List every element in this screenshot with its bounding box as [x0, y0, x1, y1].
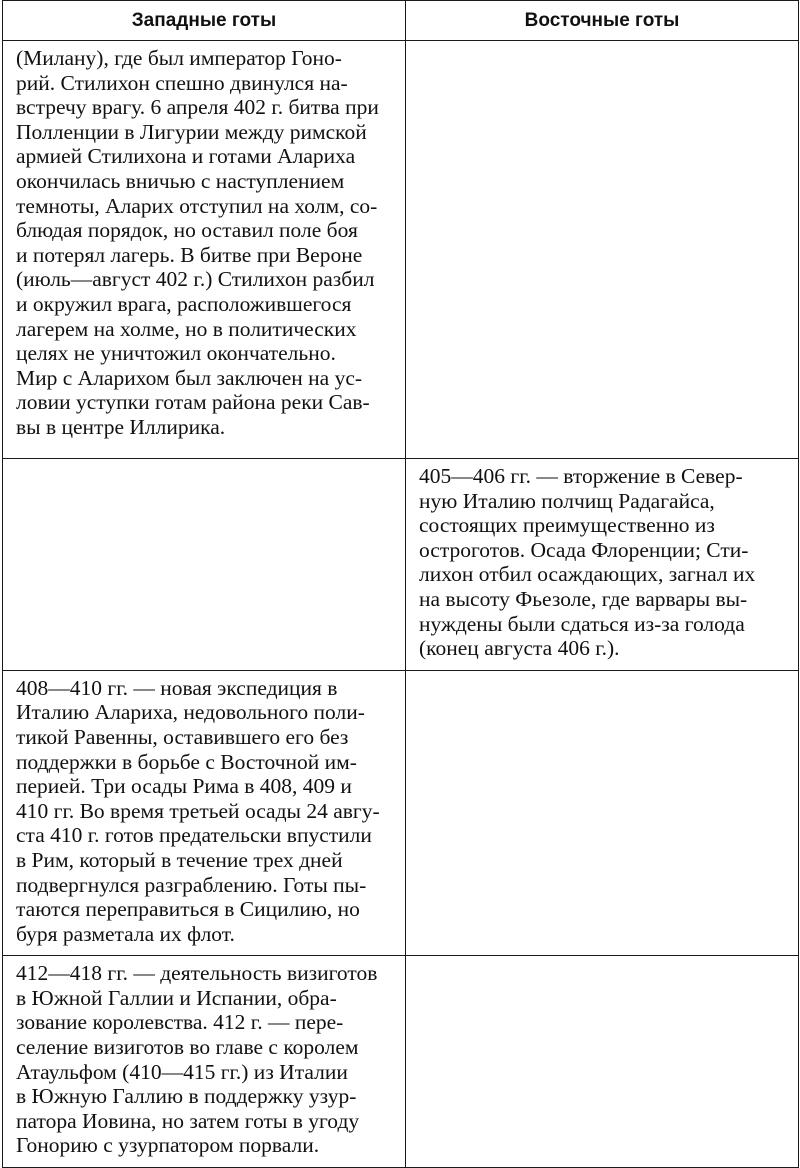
header-eastern-goths: Восточные готы: [406, 1, 799, 41]
text-line: лихон отбил осаждающих, загнал их: [419, 562, 756, 587]
text-line: поддержки в борьбе с Восточной им-: [16, 749, 357, 774]
text-line: ста 410 г. готов предательски впустили: [16, 823, 372, 848]
table-row: [3, 956, 799, 1168]
cell-west-sack-of-rome: [3, 670, 406, 956]
text-line: Полленции в Лигурии между римской: [16, 119, 367, 144]
text-line: подвергнулся разграблению. Готы пы-: [16, 872, 367, 897]
text-line: рий. Стилихон спешно двинулся на-: [16, 70, 348, 95]
cell-east-radagaisus: [406, 459, 799, 671]
text-line: на высоту Фьезоле, где варвары вы-: [419, 586, 748, 611]
text-line: тикой Равенны, оставившего его без: [16, 724, 349, 749]
text-line: (конец августа 406 г.).: [419, 636, 620, 661]
text-line: темноты, Аларих отступил на холм, со-: [16, 193, 378, 218]
text-line: буря разметала их флот.: [16, 921, 235, 946]
text-line: 408—410 гг. — новая экспедиция в: [16, 675, 338, 700]
text-line: окончилась вничью с наступлением: [16, 168, 345, 193]
text-line: вы в центре Иллирика.: [16, 414, 226, 439]
text-line: в Южную Галлию в поддержку узур-: [16, 1084, 357, 1109]
text-line: состоящих преимущественно из: [419, 513, 715, 538]
table-header-row: [3, 1, 799, 41]
text-line: целях не уничтожил окончательно.: [16, 341, 336, 366]
text-line: Италию Алариха, недовольного поли-: [16, 700, 365, 725]
text-line: 410 гг. Во время третьей осады 24 авгу-: [16, 798, 380, 823]
cell-east-empty: [406, 41, 799, 459]
cell-east-empty: [406, 956, 799, 1168]
table-row: [3, 41, 799, 459]
text-line: в Рим, который в течение трех дней: [16, 847, 343, 872]
document-page: [2, 0, 798, 1168]
text-line: армией Стилихона и готами Алариха: [16, 144, 356, 169]
text-line: и окружил врага, расположившегося: [16, 291, 352, 316]
text-line: патора Иовина, но затем готы в угоду: [16, 1108, 360, 1133]
text-line: перией. Три осады Рима в 408, 409 и: [16, 774, 352, 799]
text-line: зование королевства. 412 г. — пере-: [16, 1010, 344, 1035]
text-line: 405—406 гг. — вторжение в Север-: [419, 464, 743, 488]
text-line: в Южной Галлии и Испании, обра-: [16, 985, 337, 1010]
text-line: (Милану), где был император Гоно-: [16, 46, 342, 70]
text-line: ловии уступки готам района реки Сав-: [16, 390, 370, 415]
text-line: блюдая порядок, но оставил поле боя: [16, 218, 358, 243]
cell-west-visigoths-gaul: [3, 956, 406, 1168]
text-line: Гонорию с узурпатором порвали.: [16, 1133, 320, 1158]
cell-east-empty: [406, 670, 799, 956]
table-row: [3, 459, 799, 671]
text-line: таются переправиться в Сицилию, но: [16, 897, 360, 922]
cell-west-empty: [3, 459, 406, 671]
text-line: лагерем на холме, но в политических: [16, 316, 357, 341]
text-line: селение визиготов во главе с королем: [16, 1035, 359, 1060]
table-row: [3, 670, 799, 956]
text-line: нуждены были сдаться из-за голода: [419, 611, 745, 636]
text-line: и потерял лагерь. В битве при Вероне: [16, 242, 363, 267]
text-line: встречу врагу. 6 апреля 402 г. битва при: [16, 95, 379, 120]
cell-west-milan-pollentia: [3, 41, 406, 459]
text-line: остроготов. Осада Флоренции; Сти-: [419, 537, 749, 562]
text-line: (июль—август 402 г.) Стилихон разбил: [16, 267, 375, 292]
text-line: ную Италию полчищ Радагайса,: [419, 488, 715, 513]
header-western-goths: Западные готы: [3, 1, 406, 41]
goths-comparison-table: [2, 0, 799, 1168]
text-line: Атаульфом (410—415 гг.) из Италии: [16, 1059, 348, 1084]
text-line: 412—418 гг. — деятельность визиготов: [16, 961, 378, 986]
text-line: Мир с Аларихом был заключен на ус-: [16, 365, 363, 390]
